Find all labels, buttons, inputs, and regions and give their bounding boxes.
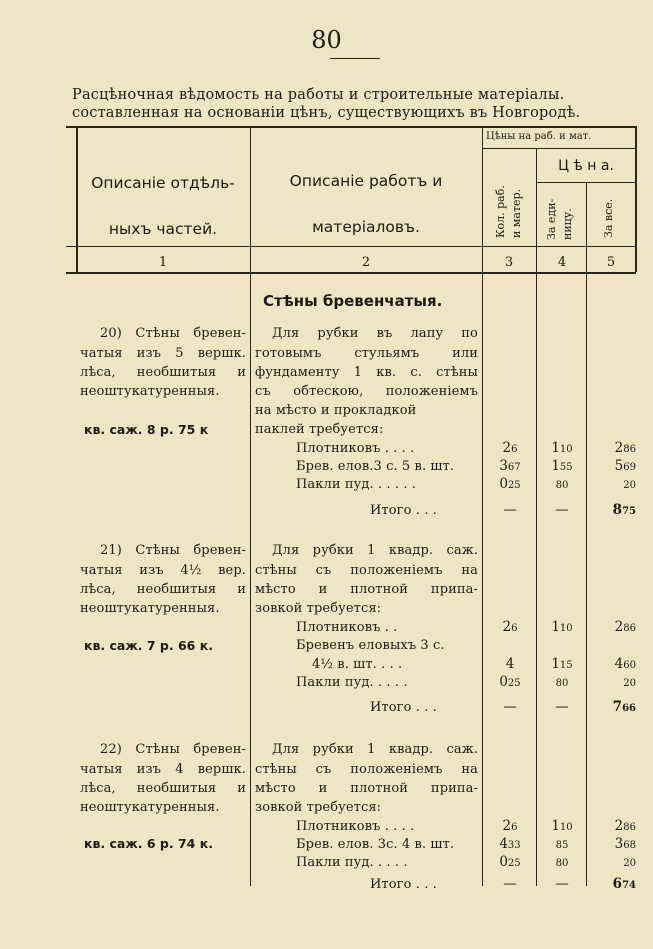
document-title — [72, 86, 642, 122]
entry-21-desc-2: чатыя изъ 4½ вер. — [80, 563, 246, 578]
entry-20-item-2-unit: 155 — [551, 458, 573, 474]
entry-22-item-1-unit: 110 — [551, 818, 573, 834]
entry-22-item-1-name: Плотниковъ . . . . — [296, 819, 415, 834]
entry-22-desc-3: лѣса, необшитыя и — [80, 781, 246, 796]
entry-21-work-1: Для рубки 1 квадр. саж. — [272, 543, 478, 558]
entry-22-item-1-total: 286 — [614, 818, 636, 834]
entry-20-item-1-unit: 110 — [551, 440, 573, 456]
entry-21-desc-3: лѣса, необшитыя и — [80, 582, 246, 597]
entry-20-total-qty: — — [503, 502, 517, 518]
header-col5: За все. — [602, 198, 615, 238]
entry-20-price: кв. саж. 8 р. 75 к — [84, 422, 209, 437]
entry-22-total-qty: — — [503, 876, 517, 892]
entry-22-total-sum: 674 — [612, 876, 636, 892]
entry-20-total-label: Итого . . . — [370, 503, 437, 518]
header-col2: Описаніе работъ и матеріаловъ. — [289, 172, 443, 236]
entry-22-work-2: стѣны съ положеніемъ на — [255, 762, 478, 777]
entry-22-total-label: Итого . . . — [370, 877, 437, 892]
entry-21-price: кв. саж. 7 р. 66 к. — [84, 638, 213, 653]
col-line-2-3 — [482, 126, 483, 886]
header-group-title: Цѣны на раб. и мат. — [486, 131, 592, 142]
entry-22-item-3-qty: 025 — [499, 854, 521, 870]
col-line-1-2 — [250, 126, 251, 886]
entry-22-price: кв. саж. 6 р. 74 к. — [84, 836, 213, 851]
group-rule — [482, 148, 636, 149]
entry-21-total-qty: — — [503, 699, 517, 715]
entry-21-total-sum: 766 — [612, 699, 636, 715]
entry-22-item-2-name: Брев. елов. 3с. 4 в. шт. — [296, 837, 455, 852]
entry-21-item-3-name: 4½ в. шт. . . . — [312, 657, 403, 672]
entry-20-desc-2: чатыя изъ 5 вершк. — [80, 346, 246, 361]
entry-21-item-1-qty: 26 — [502, 619, 518, 635]
entry-20-total-sum: 875 — [612, 502, 636, 518]
entry-21-desc-4: неоштукатуренныя. — [80, 601, 220, 616]
col-line-right — [635, 126, 637, 272]
entry-20-work-6: паклей требуется: — [255, 422, 384, 437]
colnum-4: 4 — [557, 255, 567, 270]
entry-20-work-4: съ обтескою, положеніемъ — [255, 384, 478, 399]
col-line-3-4 — [536, 148, 537, 886]
entry-20-item-3-name: Пакли пуд. . . . . . — [296, 477, 417, 492]
entry-20-desc-1: 20) Стѣны бревен- — [100, 326, 246, 341]
entry-21-work-2: стѣны съ положеніемъ на — [255, 563, 478, 578]
entry-20-item-1-total: 286 — [614, 440, 636, 456]
header-col1: Описаніе отдѣль- ныхъ частей. — [91, 174, 235, 238]
entry-20-item-2-total: 569 — [614, 458, 636, 474]
entry-20-total-unit: — — [555, 502, 569, 518]
entry-22-item-1-qty: 26 — [502, 818, 518, 834]
entry-22-desc-2: чатыя изъ 4 вершк. — [80, 762, 246, 777]
entry-20-item-3-total: 20 — [623, 480, 636, 491]
entry-21-total-unit: — — [555, 699, 569, 715]
entry-22-item-3-unit: 80 — [555, 858, 569, 869]
entry-21-item-1-name: Плотниковъ . . — [296, 620, 398, 635]
header-col3-line2: и матер. — [510, 188, 523, 238]
entry-21-work-4: зовкой требуется: — [255, 601, 382, 616]
entry-22-item-2-unit: 85 — [555, 840, 569, 851]
colnum-3: 3 — [504, 255, 514, 270]
entry-21-item-4-total: 20 — [623, 678, 636, 689]
colnum-bottom-rule — [66, 272, 636, 274]
entry-21-item-4-qty: 025 — [499, 674, 521, 690]
entry-21-item-4-unit: 80 — [555, 678, 569, 689]
entry-21-item-1-total: 286 — [614, 619, 636, 635]
entry-22-item-3-total: 20 — [623, 858, 636, 869]
entry-22-work-3: мѣсто и плотной припа- — [255, 781, 478, 796]
entry-20-item-3-qty: 025 — [499, 476, 521, 492]
entry-20-work-1: Для рубки въ лапу по — [272, 326, 478, 341]
page-number: 80 — [311, 26, 342, 54]
entry-22-total-unit: — — [555, 876, 569, 892]
entry-22-desc-1: 22) Стѣны бревен- — [100, 742, 246, 757]
entry-20-item-2-qty: 367 — [499, 458, 521, 474]
colnum-5: 5 — [606, 255, 616, 270]
header-col3-line1: Кол. раб. — [494, 185, 507, 238]
colnum-1: 1 — [158, 255, 168, 270]
entry-20-item-3-unit: 80 — [555, 480, 569, 491]
entry-22-item-2-qty: 433 — [499, 836, 521, 852]
entry-21-item-4-name: Пакли пуд. . . . . — [296, 675, 408, 690]
entry-22-item-3-name: Пакли пуд. . . . . — [296, 855, 408, 870]
title-line-2: составленная на основаніи цѣнъ, существующихъ въ Новгородѣ. — [72, 105, 581, 121]
entry-21-desc-1: 21) Стѣны бревен- — [100, 543, 246, 558]
page-number-rule — [330, 58, 380, 59]
entry-20-work-2: готовымъ стульямъ или — [255, 346, 478, 361]
entry-21-item-3-qty: 4 — [505, 656, 515, 672]
entry-20-desc-3: лѣса, необшитыя и — [80, 365, 246, 380]
entry-22-work-4: зовкой требуется: — [255, 800, 382, 815]
entry-21-item-1-unit: 110 — [551, 619, 573, 635]
entry-21-item-3-unit: 115 — [551, 656, 573, 672]
title-line-1: Расцѣночная вѣдомость на работы и строительные матеріалы. — [72, 87, 565, 103]
entry-21-total-label: Итого . . . — [370, 700, 437, 715]
entry-21-item-2-name: Бревенъ еловыхъ 3 с. — [296, 638, 445, 653]
header-col4-line1: За еди- — [545, 198, 558, 240]
entry-20-item-2-name: Брев. елов.3 с. 5 в. шт. — [296, 459, 455, 474]
colnum-2: 2 — [361, 255, 371, 270]
header-col4-line2: ницу. — [561, 208, 574, 240]
entry-21-item-3-total: 460 — [614, 656, 636, 672]
entry-20-desc-4: неоштукатуренныя. — [80, 384, 220, 399]
section-title: Стѣны бревенчатыя. — [263, 292, 443, 310]
entry-20-work-3: фундаменту 1 кв. с. стѣны — [255, 365, 478, 380]
col-line-4-5 — [586, 182, 587, 886]
entry-20-item-1-qty: 26 — [502, 440, 518, 456]
entry-22-work-1: Для рубки 1 квадр. саж. — [272, 742, 478, 757]
entry-20-work-5: на мѣсто и прокладкой — [255, 403, 417, 418]
entry-21-work-3: мѣсто и плотной припа- — [255, 582, 478, 597]
header-price-title: Ц ѣ н а. — [558, 158, 614, 174]
entry-20-item-1-name: Плотниковъ . . . . — [296, 441, 415, 456]
entry-22-item-2-total: 368 — [614, 836, 636, 852]
table-top-rule — [66, 126, 636, 128]
entry-22-desc-4: неоштукатуренныя. — [80, 800, 220, 815]
